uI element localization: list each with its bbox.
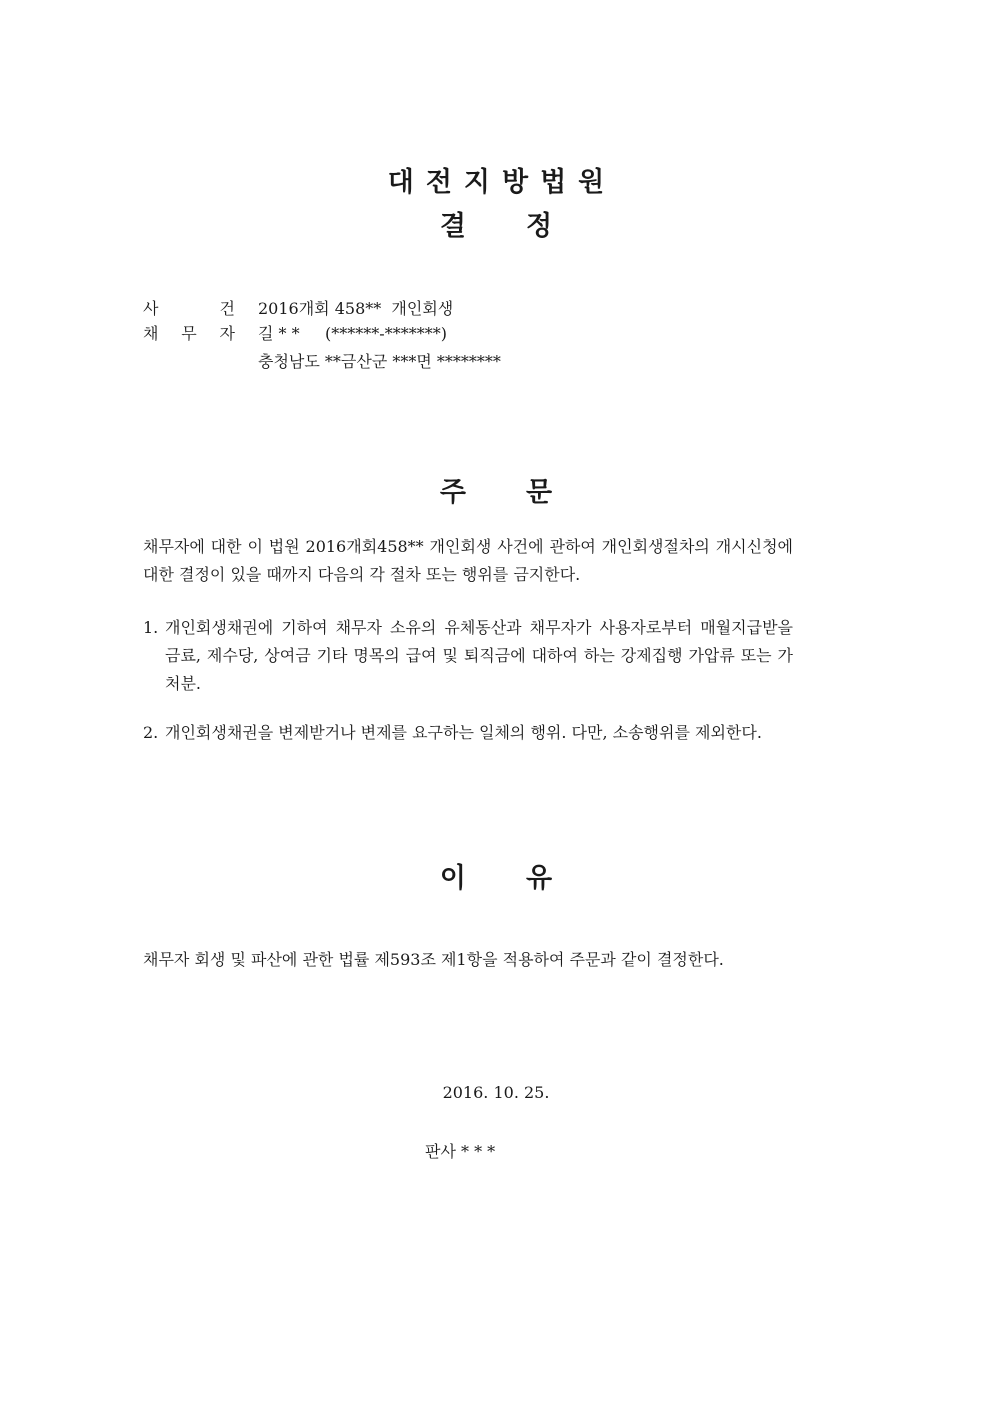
debtor-label-char: 무 <box>181 324 197 343</box>
reason-text: 채무자 회생 및 파산에 관한 법률 제593조 제1항을 적용하여 주문과 같이 결정한다. <box>143 950 724 969</box>
debtor-address: 충청남도 **금산군 ***면 ******** <box>258 352 501 371</box>
case-label-char: 건 <box>219 299 235 318</box>
case-label-char: 사 <box>143 299 159 318</box>
order-item-number: 1. <box>143 618 159 637</box>
debtor-label-char: 자 <box>219 324 235 343</box>
reason-heading: 이유 <box>439 863 613 894</box>
order-item <box>143 719 793 747</box>
order-item-text: 개인회생채권에 기하여 채무자 소유의 유체동산과 채무자가 사용자로부터 매월지급받을 금료, 제수당, 상여금 기타 명목의 급여 및 퇴직금에 대하여 하는 강제집행 가압류 또는 가처분. <box>165 618 793 693</box>
case-number: 2016개회 458** 개인회생 <box>258 299 454 318</box>
order-heading: 주문 <box>439 477 613 508</box>
order-item-number: 2. <box>143 723 159 742</box>
order-item <box>143 614 793 698</box>
decision-date: 2016. 10. 25. <box>442 1083 550 1102</box>
case-label <box>143 299 235 319</box>
debtor-label <box>143 324 235 344</box>
document-type: 결정 <box>439 211 613 242</box>
court-name: 대전지방법원 <box>387 167 617 198</box>
debtor-name: 길 * * (******-*******) <box>258 324 447 343</box>
order-item-text: 개인회생채권을 변제받거나 변제를 요구하는 일체의 행위. 다만, 소송행위를 제외한다. <box>165 723 762 742</box>
order-intro: 채무자에 대한 이 법원 2016개회458** 개인회생 사건에 관하여 개인회생절차의 개시신청에 대한 결정이 있을 때까지 다음의 각 절차 또는 행위를 금지한다. <box>143 537 793 584</box>
debtor-label-char: 채 <box>143 324 159 343</box>
judge-signature: 판사 * * * <box>425 1142 496 1161</box>
